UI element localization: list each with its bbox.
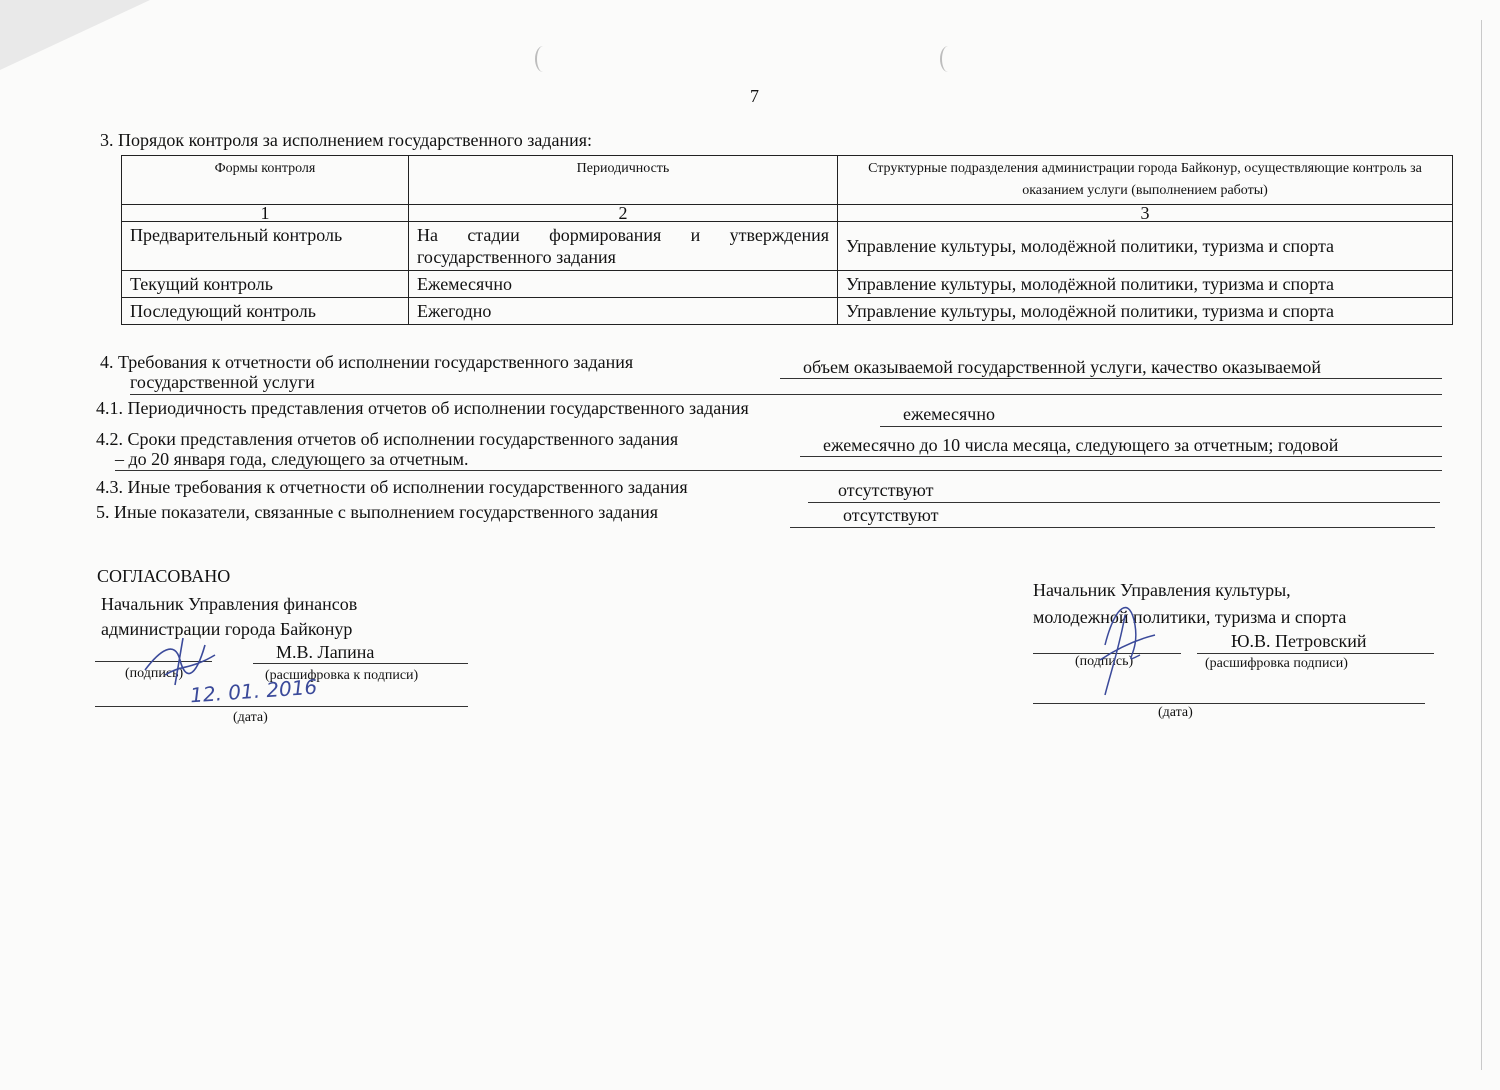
section-4-value: объем оказываемой государственной услуги, качество оказываемой — [803, 357, 1321, 377]
control-period: Ежегодно — [409, 298, 838, 325]
left-position-line2: администрации города Байконур — [101, 619, 353, 639]
item-4-1-label: 4.1. Периодичность представления отчетов об исполнении государственного задания — [96, 398, 749, 418]
table-row — [122, 298, 1453, 325]
page-number: 7 — [750, 86, 759, 106]
control-period: Ежемесячно — [409, 271, 838, 298]
control-form: Текущий контроль — [122, 271, 409, 298]
item-4-3-label: 4.3. Иные требования к отчетности об исполнении государственного задания — [96, 477, 688, 497]
control-unit: Управление культуры, молодёжной политики, туризма и спорта — [838, 298, 1453, 325]
item-4-2-label: 4.2. Сроки представления отчетов об исполнении государственного задания — [96, 429, 679, 449]
item-4-3-value: отсутствуют — [838, 480, 934, 500]
punch-hole-mark — [940, 46, 956, 72]
column-number: 3 — [838, 205, 1453, 222]
right-position-line1: Начальник Управления культуры, — [1033, 580, 1291, 600]
name-line — [253, 663, 468, 664]
section-5-value: отсутствуют — [843, 505, 939, 525]
control-period: На стадии формирования и утверждения государственного задания — [409, 222, 838, 271]
table-row — [122, 222, 1453, 271]
column-number: 1 — [122, 205, 409, 222]
fill-line — [808, 502, 1440, 503]
header-units: Структурные подразделения администрации города Байконур, осуществляющие контроль за оказанием услуги (выполнением работы) — [838, 156, 1453, 205]
table-row — [122, 271, 1453, 298]
punch-hole-mark — [535, 46, 551, 72]
section-3-title: 3. Порядок контроля за исполнением государственного задания: — [100, 130, 593, 150]
section-4-label: 4. Требования к отчетности об исполнении государственного задания — [100, 352, 634, 372]
date-line — [1033, 703, 1425, 704]
header-forms: Формы контроля — [122, 156, 409, 205]
left-signature — [135, 630, 225, 690]
date-line — [95, 706, 468, 707]
fill-line — [800, 456, 1442, 457]
fill-line — [130, 394, 1442, 395]
header-periodicity: Периодичность — [409, 156, 838, 205]
item-4-2-value: ежемесячно до 10 числа месяца, следующего за отчетным; годовой — [823, 435, 1339, 455]
left-sign-caption: (подпись) — [125, 666, 184, 681]
page-edge — [1481, 20, 1482, 1070]
folded-corner — [0, 0, 150, 70]
table-header-row — [122, 156, 1453, 205]
right-decode-caption: (расшифровка подписи) — [1205, 656, 1348, 671]
item-4-2-value-cont: – до 20 января года, следующего за отчетным. — [115, 449, 469, 469]
right-date-caption: (дата) — [1158, 705, 1193, 720]
column-number-row — [122, 205, 1453, 222]
agreed-label: СОГЛАСОВАНО — [97, 566, 231, 586]
section-4-value-cont: государственной услуги — [130, 372, 315, 392]
column-number: 2 — [409, 205, 838, 222]
control-unit: Управление культуры, молодёжной политики, туризма и спорта — [838, 222, 1453, 271]
handwritten-date: 12. 01. 2016 — [189, 674, 318, 708]
left-decode-caption: (расшифровка к подписи) — [265, 668, 419, 683]
name-line — [1197, 653, 1434, 654]
right-signature — [1085, 585, 1165, 700]
fill-line — [790, 527, 1435, 528]
right-signer-name: Ю.В. Петровский — [1231, 631, 1367, 651]
item-4-1-value: ежемесячно — [903, 404, 995, 424]
control-form: Последующий контроль — [122, 298, 409, 325]
left-position-line1: Начальник Управления финансов — [101, 594, 358, 614]
fill-line — [780, 378, 1442, 379]
section-5-label: 5. Иные показатели, связанные с выполнением государственного задания — [96, 502, 658, 522]
right-position-line2: молодежной политики, туризма и спорта — [1033, 607, 1347, 627]
control-table — [121, 155, 1453, 325]
right-sign-caption: (подпись) — [1075, 654, 1134, 669]
fill-line — [115, 470, 1442, 471]
left-date-caption: (дата) — [233, 710, 268, 725]
fill-line — [880, 426, 1442, 427]
control-unit: Управление культуры, молодёжной политики, туризма и спорта — [838, 271, 1453, 298]
control-form: Предварительный контроль — [122, 222, 409, 271]
left-signer-name: М.В. Лапина — [276, 642, 375, 662]
